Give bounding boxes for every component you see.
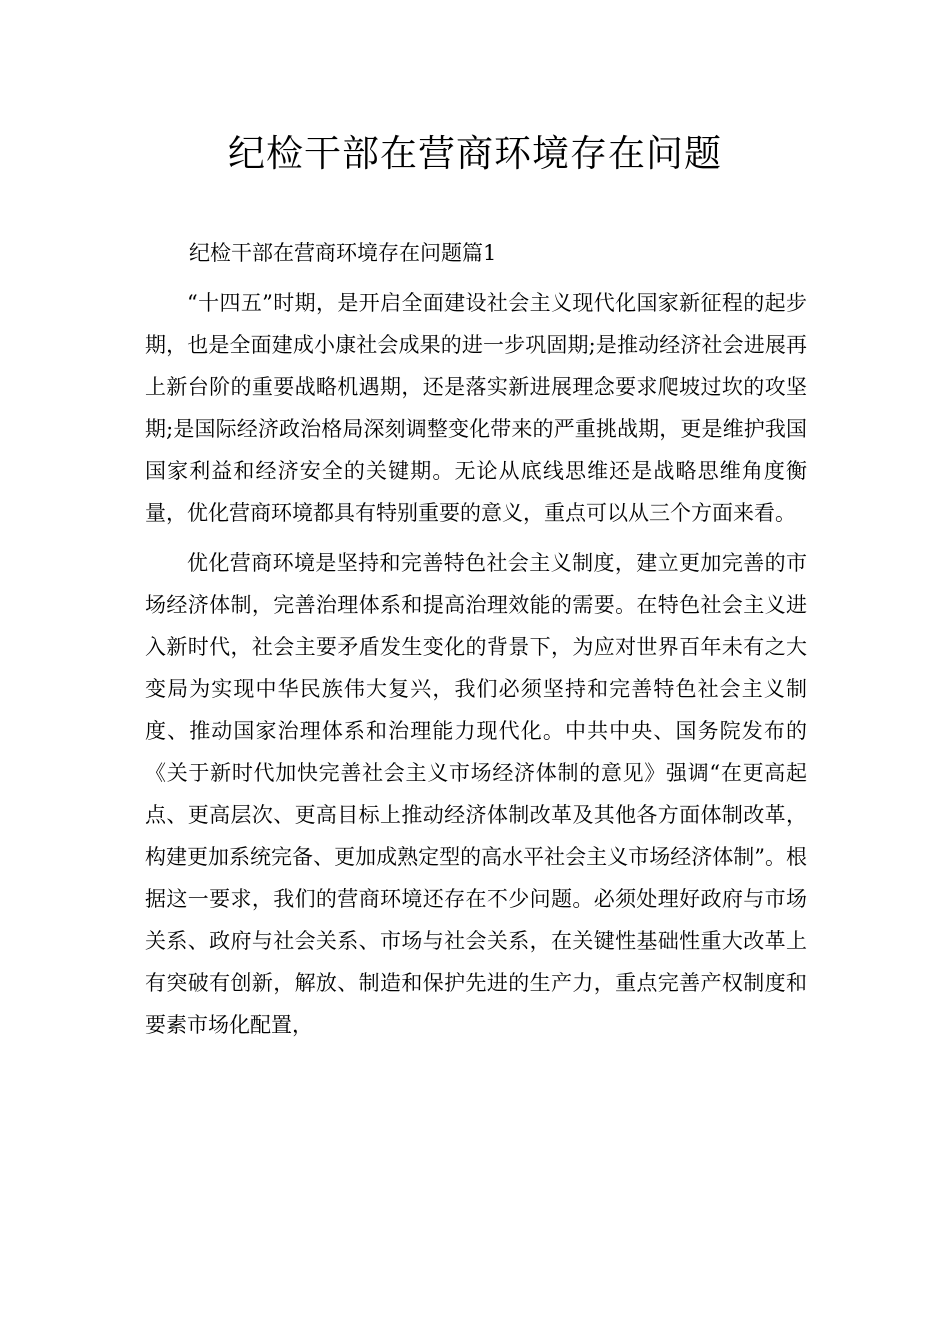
paragraph-2: 优化营商环境是坚持和完善特色社会主义制度，建立更加完善的市场经济体制，完善治理体系和提高治理效能的需要。在特色社会主义进入新时代，社会主要矛盾发生变化的背景下，为应对世界百年未有之大变局为实现中华民族伟大复兴，我们必须坚持和完善特色社会主义制度、推动国家治理体系和治理能力现代化。中共中央、国务院发布的《关于新时代加快完善社会主义市场经济体制的意见》强调“在更高起点、更高层次、更高目标上推动经济体制改革及其他各方面体制改革，构建更加系统完备、更加成熟定型的高水平社会主义市场经济体制”。根据这一要求，我们的营商环境还存在不少问题。必须处理好政府与市场关系、政府与社会关系、市场与社会关系，在关键性基础性重大改革上有突破有创新，解放、制造和保护先进的生产力，重点完善产权制度和要素市场化配置， <box>145 551 807 1037</box>
document-title: 纪检干部在营商环境存在问题 <box>228 132 722 175</box>
paragraph-1: “十四五”时期，是开启全面建设社会主义现代化国家新征程的起步期，也是全面建成小康社会成果的进一步巩固期;是推动经济社会进展再上新台阶的重要战略机遇期，还是落实新进展理念要求爬坡过坎的攻坚期;是国际经济政治格局深刻调整变化带来的严重挑战期，更是维护我国国家利益和经济安全的关键期。无论从底线思维还是战略思维角度衡量，优化营商环境都具有特别重要的意义，重点可以从三个方面来看。 <box>145 291 807 525</box>
document-body <box>145 232 807 1054</box>
section-heading: 纪检干部在营商环境存在问题篇1 <box>189 241 497 265</box>
